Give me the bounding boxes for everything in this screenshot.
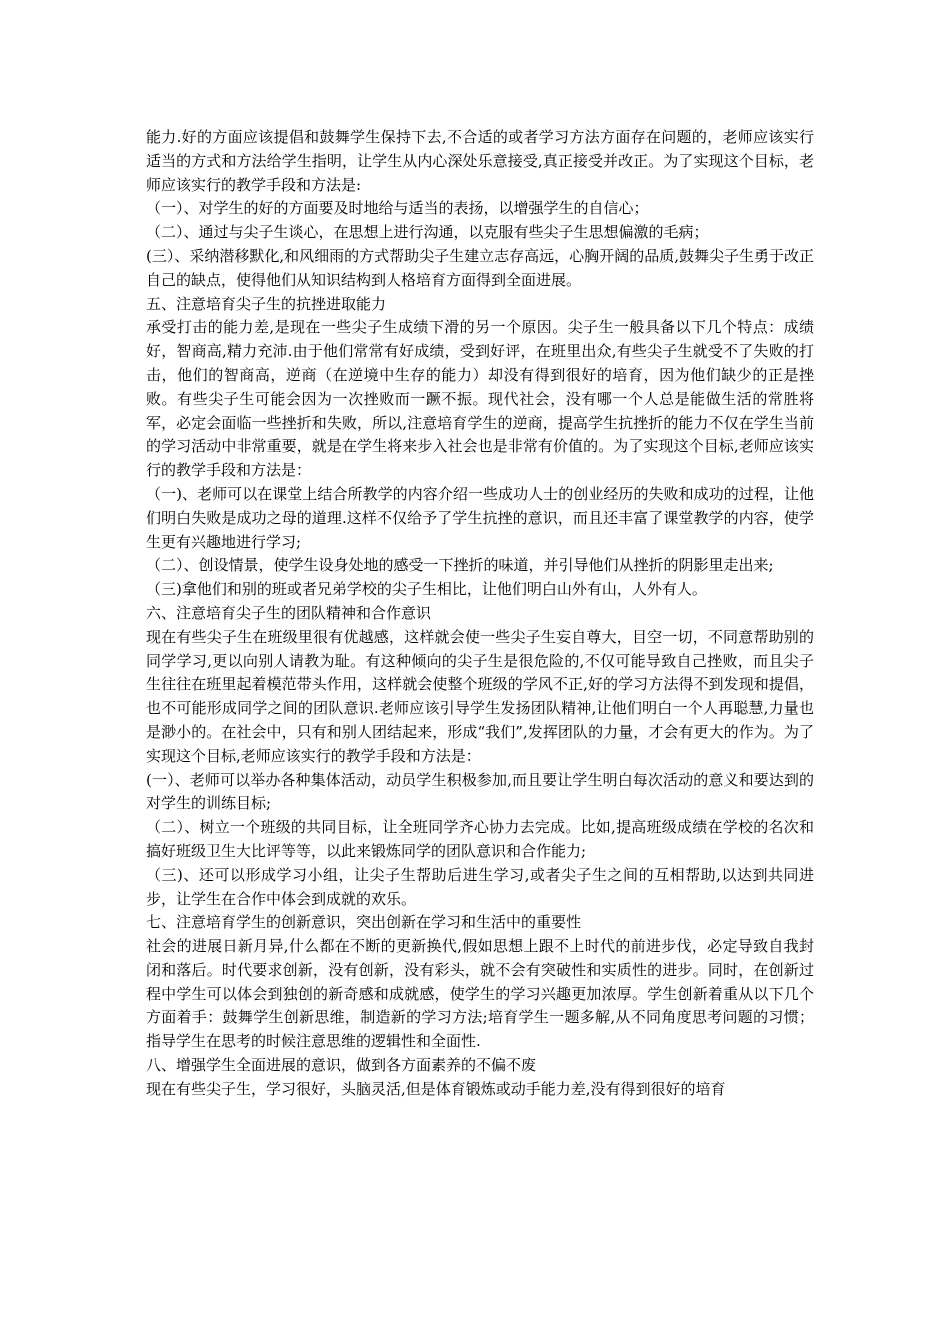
section-heading: 七、注意培育学生的创新意识，突出创新在学习和生活中的重要性 (146, 913, 582, 932)
paragraph: 承受打击的能力差,是现在一些尖子生成绩下滑的另一个原因。尖子生一般具备以下几个特点：成绩好，智商高,精力充沛.由于他们常常有好成绩，受到好评，在班里出众,有些尖子生就受不了失败的打击，他们的智商高，逆商（在逆境中生存的能力）却没有得到很好的培育，因为他们缺少的正是挫败。有些尖子生可能会因为一次挫败而一蹶不振。现代社会，没有哪一个人总是能做生活的常胜将军，必定会面临一些挫折和失败，所以,注意培育学生的逆商，提高学生抗挫折的能力不仅在学生当前的学习活动中非常重要，就是在学生将来步入社会也是非常有价值的。为了实现这个目标,老师应该实行的教学手段和方法是： (146, 318, 814, 480)
paragraph: 现在有些尖子生，学习很好，头脑灵活,但是体育锻炼或动手能力差,没有得到很好的培育 (146, 1079, 726, 1098)
paragraph: （二）、树立一个班级的共同目标，让全班同学齐心协力去完成。比如,提高班级成绩在学校的名次和搞好班级卫生大比评等等，以此来锻炼同学的团队意识和合作能力; (146, 818, 814, 860)
paragraph: （一)、老师可以在课堂上结合所教学的内容介绍一些成功人士的创业经历的失败和成功的过程，让他们明白失败是成功之母的道理.这样不仅给予了学生抗挫的意识，而且还丰富了课堂教学的内容，使学生更有兴趣地进行学习; (146, 484, 814, 551)
paragraph: (三）、采纳潜移默化,和风细雨的方式帮助尖子生建立志存高远，心胸开阔的品质,鼓舞尖子生勇于改正自己的缺点，使得他们从知识结构到人格培育方面得到全面进展。 (146, 246, 814, 289)
paragraph: （二）、创设情景，使学生设身处地的感受一下挫折的味道，并引导他们从挫折的阴影里走出来; (146, 556, 774, 575)
paragraph: (一）、老师可以举办各种集体活动，动员学生积极参加,而且要让学生明白每次活动的意义和要达到的对学生的训练目标; (146, 770, 814, 813)
paragraph: 能力.好的方面应该提倡和鼓舞学生保持下去,不合适的或者学习方法方面存在问题的，老师应该实行适当的方式和方法给学生指明，让学生从内心深处乐意接受,真正接受并改正。为了实现这个目标，老师应该实行的教学手段和方法是: (146, 128, 814, 194)
section-heading: 六、注意培育尖子生的团队精神和合作意识 (146, 603, 432, 622)
document-body (146, 126, 814, 1102)
paragraph: （二）、通过与尖子生谈心，在思想上进行沟通，以克服有些尖子生思想偏激的毛病； (146, 223, 709, 242)
section-heading: 八、增强学生全面进展的意识，做到各方面素养的不偏不废 (146, 1056, 537, 1075)
paragraph: （三)拿他们和别的班或者兄弟学校的尖子生相比，让他们明白山外有山，人外有人。 (146, 580, 707, 599)
paragraph: 社会的进展日新月异,什么都在不断的更新换代,假如思想上跟不上时代的前进步伐，必定导致自我封闭和落后。时代要求创新，没有创新，没有彩头，就不会有突破性和实质性的进步。同时，在创新过程中学生可以体会到独创的新奇感和成就感，使学生的学习兴趣更加浓厚。学生创新着重从以下几个方面着手：鼓舞学生创新思维，制造新的学习方法;培育学生一题多解,从不同角度思考问题的习惯；指导学生在思考的时候注意思维的逻辑性和全面性. (146, 937, 814, 1051)
paragraph: （一）、对学生的好的方面要及时地给与适当的表扬，以增强学生的自信心； (146, 199, 649, 218)
paragraph: （三)、还可以形成学习小组，让尖子生帮助后进生学习,或者尖子生之间的互相帮助,以达到共同进步，让学生在合作中体会到成就的欢乐。 (146, 865, 814, 908)
paragraph: 现在有些尖子生在班级里很有优越感，这样就会使一些尖子生妄自尊大，目空一切，不同意帮助别的同学学习,更以向别人请教为耻。有这种倾向的尖子生是很危险的,不仅可能导致自己挫败，而且尖子生往往在班里起着模范带头作用，这样就会使整个班级的学风不正,好的学习方法得不到发现和提倡，也不可能形成同学之间的团队意识.老师应该引导学生发扬团队精神,让他们明白一个人再聪慧,力量也是渺小的。在社会中，只有和别人团结起来，形成“我们”,发挥团队的力量，才会有更大的作为。为了实现这个目标,老师应该实行的教学手段和方法是： (146, 627, 814, 765)
section-heading: 五、注意培育尖子生的抗挫进取能力 (146, 294, 387, 313)
